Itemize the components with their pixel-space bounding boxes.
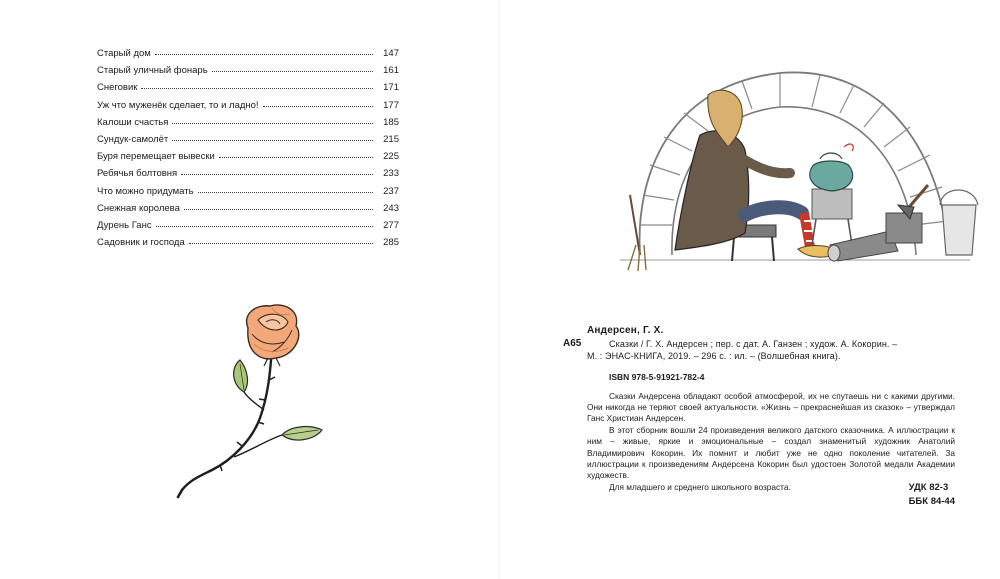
toc-entry-title: Старый уличный фонарь xyxy=(97,65,208,77)
catalog-codes xyxy=(909,481,955,509)
toc-entry-page: 185 xyxy=(383,116,399,128)
toc-entry-title: Снеговик xyxy=(97,82,138,94)
catalog-description-line2: М. : ЭНАС-КНИГА, 2019. – 296 с. : ил. – (Волшебная книга). xyxy=(587,351,841,362)
toc-entry-title: Снежная королева xyxy=(97,202,180,214)
annotation-paragraph: В этот сборник вошли 24 произведения великого датского сказочника. А иллюстрации к ним – живые, яркие и эмоциональные – создал знаменитый художник Анатолий Владимирович Кокорин. Их помнит и любит уже не одно поколение читателей. За иллюстрации к произведениям Андерсена Кокорин был удостоен Золотой медали Академии художеств. xyxy=(587,424,955,481)
annotation-paragraph: Сказки Андерсена обладают особой атмосферой, их не спутаешь ни с какими другими. Они никогда не теряют своей актуальности. «Жизнь – прекраснейшая из сказок» – утверждал Ганс Христиан Андерсен. xyxy=(587,390,955,424)
toc-entry xyxy=(97,217,399,234)
toc-entry-page: 233 xyxy=(383,168,399,180)
toc-entry-page: 161 xyxy=(383,65,399,77)
catalog-author: Андерсен, Г. Х. xyxy=(587,325,664,336)
toc-entry xyxy=(97,45,399,62)
catalog-isbn: ISBN 978-5-91921-782-4 xyxy=(609,372,705,383)
toc-leader-dots xyxy=(219,157,373,158)
toc-leader-dots xyxy=(263,106,373,107)
toc-entry xyxy=(97,131,399,148)
toc-entry xyxy=(97,148,399,165)
toc-entry-page: 171 xyxy=(383,82,399,94)
toc-entry xyxy=(97,200,399,217)
toc-leader-dots xyxy=(172,123,373,124)
toc-leader-dots xyxy=(189,243,373,244)
right-page xyxy=(500,0,1000,579)
potter-illustration xyxy=(580,55,980,285)
toc-leader-dots xyxy=(156,226,373,227)
toc-entry-page: 225 xyxy=(383,151,399,163)
toc-entry-title: Уж что муженёк сделает, то и ладно! xyxy=(97,99,259,111)
catalog-description xyxy=(587,338,955,362)
catalog-description-line1: Сказки / Г. Х. Андерсен ; пер. с дат. А. Ганзен ; худож. А. Кокорин. – xyxy=(609,339,898,349)
toc-entry-page: 237 xyxy=(383,185,399,197)
toc-entry-title: Дурень Ганс xyxy=(97,219,152,231)
toc-entry xyxy=(97,97,399,114)
toc-entry-page: 243 xyxy=(383,202,399,214)
toc-entry-page: 277 xyxy=(383,219,399,231)
toc-entry-title: Старый дом xyxy=(97,48,151,59)
catalog-index: А65 xyxy=(563,338,582,349)
toc-entry xyxy=(97,62,399,79)
toc-leader-dots xyxy=(172,140,373,141)
toc-leader-dots xyxy=(212,71,373,72)
toc-leader-dots xyxy=(198,192,373,193)
toc-leader-dots xyxy=(141,88,373,89)
annotation-paragraph: Для младшего и среднего школьного возраста. xyxy=(609,481,791,492)
toc-leader-dots xyxy=(155,54,373,55)
table-of-contents xyxy=(97,45,399,251)
toc-entry-title: Сундук-самолёт xyxy=(97,133,169,145)
toc-entry-page: 177 xyxy=(383,99,399,111)
toc-entry-page: 285 xyxy=(383,237,399,249)
toc-entry xyxy=(97,165,399,182)
toc-entry-title: Буря перемещает вывески xyxy=(97,151,215,163)
toc-leader-dots xyxy=(184,209,373,210)
toc-entry-title: Что можно придумать xyxy=(97,185,194,197)
toc-entry-page: 215 xyxy=(383,133,399,145)
rose-illustration xyxy=(172,300,342,500)
toc-entry xyxy=(97,79,399,96)
toc-entry-title: Калоши счастья xyxy=(97,116,169,128)
toc-entry xyxy=(97,234,399,251)
udk-code: УДК 82-3 xyxy=(908,482,949,493)
bbk-code: ББК 84-44 xyxy=(908,496,955,507)
toc-leader-dots xyxy=(181,174,373,175)
toc-entry xyxy=(97,183,399,200)
toc-entry xyxy=(97,114,399,131)
toc-entry-page: 147 xyxy=(383,48,399,59)
toc-entry-title: Ребячья болтовня xyxy=(97,168,178,180)
catalog-card xyxy=(563,325,955,507)
catalog-annotation xyxy=(587,391,955,494)
toc-entry-title: Садовник и господа xyxy=(97,237,185,249)
